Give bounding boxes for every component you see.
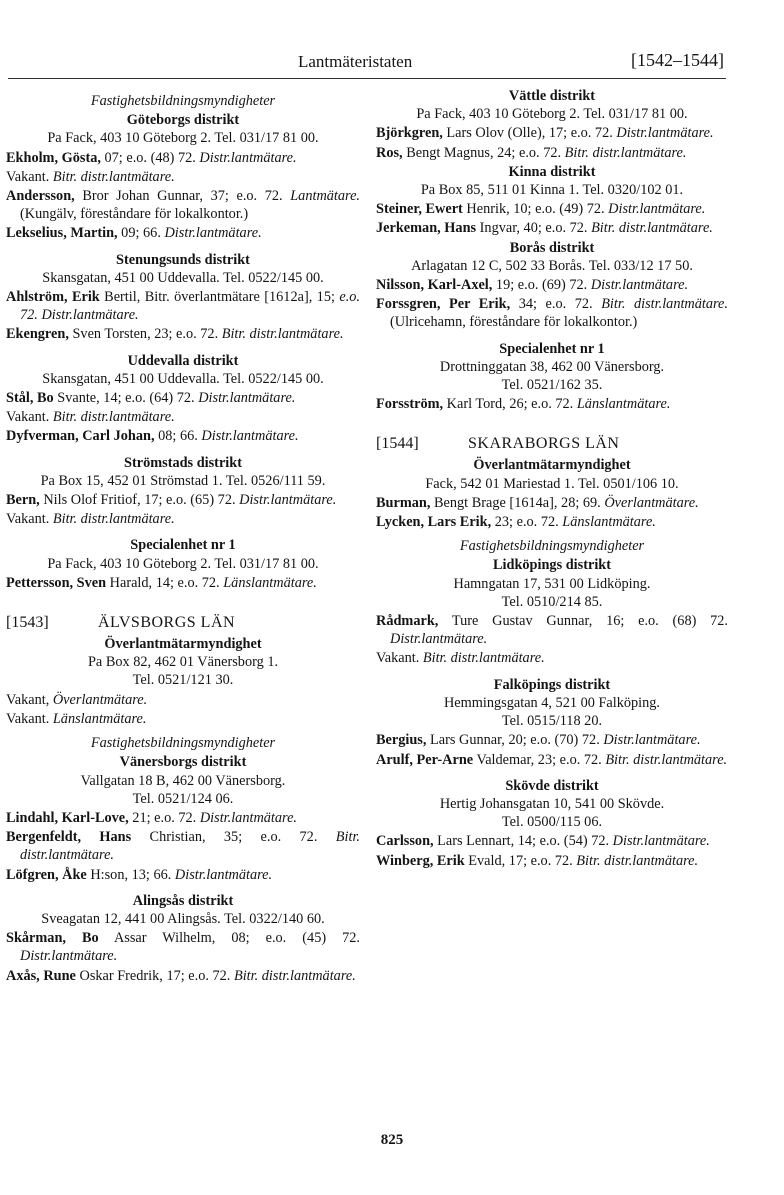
address-line: Drottninggatan 38, 462 00 Vänersborg.	[439, 358, 665, 375]
left-column	[6, 86, 360, 985]
running-title: Lantmäteristaten	[298, 52, 413, 71]
district-heading: Uddevalla distrikt	[127, 352, 239, 369]
district-heading: Strömstads distrikt	[124, 454, 242, 471]
job-title: Länslantmätare.	[576, 396, 671, 413]
entry-note: (Ulricehamn, föreståndare för lokalkontor.)	[390, 314, 638, 331]
job-title: Länslantmätare.	[52, 710, 147, 727]
personnel-entry	[6, 325, 360, 343]
person-name: Lycken, Lars Erik,	[376, 514, 492, 531]
personnel-entry	[6, 224, 360, 242]
job-title: Bitr. distr.lantmätare.	[233, 967, 356, 984]
personnel-entry	[376, 219, 728, 237]
address-line: Tel. 0521/124 06.	[132, 790, 234, 807]
district-heading: Överlantmätarmyndighet	[473, 457, 631, 474]
job-title: Bitr. distr.lantmätare.	[52, 511, 175, 528]
person-details: H:son, 13; 66.	[86, 866, 175, 883]
job-title: Distr.lantmätare.	[20, 948, 118, 965]
person-name: Lindahl, Karl-Love,	[6, 809, 129, 826]
county-number: [1544]	[376, 435, 419, 453]
person-details: Bertil, Bitr. överlantmätare [1612a], 15;	[99, 289, 340, 306]
person-name: Rådmark,	[376, 613, 439, 630]
address-line: Hemmingsgatan 4, 521 00 Falköping.	[443, 694, 661, 711]
address-line: Arlagatan 12 C, 502 33 Borås. Tel. 033/12 17 50.	[411, 257, 693, 274]
person-details: Vakant,	[6, 691, 53, 708]
person-name: Arulf, Per-Arne	[376, 751, 474, 768]
district-heading: Skövde distrikt	[505, 777, 599, 794]
person-details: Valdemar, 23; e.o. 72.	[473, 751, 606, 768]
person-details: Vakant.	[6, 168, 53, 185]
personnel-entry	[6, 288, 360, 324]
person-details: Henrik, 10; e.o. (49) 72.	[462, 201, 609, 218]
person-details: Lars Gunnar, 20; e.o. (70) 72.	[426, 732, 604, 749]
personnel-entry	[6, 187, 360, 223]
district-heading: Stenungsunds distrikt	[116, 251, 250, 268]
address-block	[376, 181, 728, 199]
person-details: Vakant.	[6, 409, 53, 426]
address-line: Vallgatan 18 B, 462 00 Vänersborg.	[80, 772, 286, 789]
person-details: Ture Gustav Gunnar, 16; e.o. (68) 72.	[438, 613, 728, 630]
personnel-entry	[6, 149, 360, 167]
district-heading: Specialenhet nr 1	[499, 340, 605, 357]
person-name: Andersson,	[6, 188, 75, 205]
address-block	[6, 269, 360, 287]
person-details: 21; e.o. 72.	[128, 809, 200, 826]
personnel-entry	[376, 295, 728, 331]
job-title: Länslantmätare.	[223, 574, 317, 591]
job-title: Bitr. distr.lantmätare.	[52, 168, 175, 185]
person-name: Burman,	[376, 494, 431, 511]
person-details: 19; e.o. (69) 72.	[492, 277, 591, 294]
person-details: Oskar Fredrik, 17; e.o. 72.	[75, 967, 234, 984]
personnel-entry	[376, 649, 728, 667]
job-title: Distr.lantmätare.	[164, 225, 262, 242]
district-heading: Kinna distrikt	[508, 163, 596, 180]
person-name: Axås, Rune	[6, 967, 76, 984]
job-title: Distr.lantmätare.	[174, 866, 273, 883]
address-line: Tel. 0515/118 20.	[501, 713, 603, 730]
job-title: Bitr. distr.lantmätare.	[221, 326, 344, 343]
person-details: Bengt Brage [1614a], 28; 69.	[430, 494, 605, 511]
personnel-entry	[6, 389, 360, 407]
person-name: Ekengren,	[6, 326, 69, 343]
person-name: Forssgren, Per Erik,	[376, 296, 511, 313]
district-heading: Specialenhet nr 1	[130, 537, 236, 554]
person-name: Steiner, Ewert	[376, 201, 463, 218]
person-details: Nils Olof Fritiof, 17; e.o. (65) 72.	[39, 492, 240, 509]
person-details: Bengt Magnus, 24; e.o. 72.	[402, 144, 565, 161]
job-title: Bitr. distr.lantmätare.	[601, 296, 728, 313]
section-heading: Fastighetsbildningsmyndigheter	[90, 93, 276, 109]
address-block	[6, 129, 360, 147]
address-block	[376, 105, 728, 123]
person-name: Dyfverman, Carl Johan,	[6, 428, 155, 445]
job-title: Bitr. distr.lantmätare.	[576, 852, 699, 869]
address-line: Pa Fack, 403 10 Göteborg 2. Tel. 031/17 81 00.	[47, 555, 319, 572]
job-title: Distr.lantmätare.	[198, 390, 296, 407]
person-name: Bern,	[6, 492, 40, 509]
job-title: Distr.lantmätare.	[603, 732, 701, 749]
address-line: Tel. 0521/162 35.	[501, 377, 603, 394]
address-line: Pa Box 15, 452 01 Strömstad 1. Tel. 0526/111 59.	[40, 472, 326, 489]
address-line: Tel. 0510/214 85.	[501, 593, 603, 610]
job-title: Distr.lantmätare.	[199, 149, 297, 166]
person-details: Bror Johan Gunnar, 37; e.o. 72.	[74, 188, 291, 205]
job-title: Bitr. distr.lantmätare.	[52, 409, 175, 426]
personnel-entry	[6, 967, 360, 985]
address-line: Skansgatan, 451 00 Uddevalla. Tel. 0522/145 00.	[42, 269, 324, 286]
address-line: Tel. 0500/115 06.	[501, 814, 603, 831]
job-title: Distr.lantmätare.	[239, 492, 337, 509]
section-range: [1542–1544]	[631, 50, 724, 70]
person-name: Winberg, Erik	[376, 852, 465, 869]
address-line: Sveagatan 12, 441 00 Alingsås. Tel. 0322/140 60.	[41, 910, 325, 927]
district-heading: Lidköpings distrikt	[493, 557, 611, 574]
district-heading: Överlantmätarmyndighet	[104, 636, 262, 653]
address-block	[376, 575, 728, 611]
person-details: Harald, 14; e.o. 72.	[106, 574, 224, 591]
job-title: Distr.lantmätare.	[612, 833, 710, 850]
address-line: Hamngatan 17, 531 00 Lidköping.	[453, 575, 651, 592]
personnel-entry	[376, 395, 728, 413]
personnel-entry	[6, 828, 360, 864]
job-title: Lantmätare.	[290, 188, 360, 205]
district-heading: Alingsås distrikt	[132, 892, 234, 909]
section-heading: Fastighetsbildningsmyndigheter	[459, 538, 645, 555]
header-rule	[8, 78, 726, 79]
personnel-entry	[376, 832, 728, 850]
personnel-entry	[6, 691, 360, 709]
person-details: 07; e.o. (48) 72.	[100, 149, 200, 166]
personnel-entry	[376, 144, 728, 162]
address-block	[376, 694, 728, 730]
person-name: Carlsson,	[376, 833, 434, 850]
county-name: SKARABORGS LÄN	[468, 435, 620, 453]
job-title: Bitr. distr.lantmätare.	[591, 220, 713, 237]
job-title: Bitr. distr.lantmätare.	[564, 144, 687, 161]
address-block	[6, 772, 360, 808]
person-name: Ros,	[376, 144, 403, 161]
personnel-entry	[6, 168, 360, 186]
person-details: Karl Tord, 26; e.o. 72.	[443, 396, 577, 413]
person-name: Ekholm, Gösta,	[6, 149, 101, 166]
person-details: Christian, 35; e.o. 72.	[131, 829, 336, 846]
person-name: Löfgren, Åke	[6, 866, 87, 883]
person-details: Assar Wilhelm, 08; e.o. (45) 72.	[98, 930, 360, 947]
district-heading: Göteborgs distrikt	[126, 112, 240, 129]
address-line: Fack, 542 01 Mariestad 1. Tel. 0501/106 10.	[425, 475, 679, 492]
personnel-entry	[6, 574, 360, 592]
personnel-entry	[376, 612, 728, 648]
personnel-entry	[376, 494, 728, 512]
county-name: ÄLVSBORGS LÄN	[98, 614, 236, 632]
address-line: Pa Box 85, 511 01 Kinna 1. Tel. 0320/102 01.	[420, 182, 684, 199]
person-name: Nilsson, Karl-Axel,	[376, 277, 493, 294]
personnel-entry	[376, 124, 728, 142]
job-title: Distr.lantmätare.	[590, 277, 689, 294]
personnel-entry	[376, 751, 728, 769]
person-details: Vakant.	[6, 511, 53, 528]
district-heading: Vättle distrikt	[508, 88, 596, 104]
county-heading	[6, 612, 360, 634]
person-name: Stål, Bo	[6, 390, 54, 407]
person-details: 09; 66.	[117, 225, 165, 242]
person-details: Sven Torsten, 23; e.o. 72.	[68, 326, 222, 343]
job-title: Distr.lantmätare.	[616, 125, 714, 142]
address-line: Tel. 0521/121 30.	[132, 672, 234, 689]
page-number: 825	[380, 1132, 404, 1148]
address-line: Pa Fack, 403 10 Göteborg 2. Tel. 031/17 81 00.	[47, 130, 319, 147]
person-details: Vakant.	[6, 710, 53, 727]
person-name: Lekselius, Martin,	[6, 225, 118, 242]
person-name: Forsström,	[376, 396, 444, 413]
personnel-entry	[6, 929, 360, 965]
entry-note: (Kungälv, föreståndare för lokalkontor.)	[20, 206, 249, 223]
person-details: 34; e.o. 72.	[510, 296, 602, 313]
job-title: Överlantmätare.	[604, 494, 699, 511]
page-header	[0, 46, 784, 82]
person-name: Bergius,	[376, 732, 427, 749]
personnel-entry	[376, 852, 728, 870]
address-line: Pa Fack, 403 10 Göteborg 2. Tel. 031/17 81 00.	[416, 106, 688, 123]
job-title: Distr.lantmätare.	[199, 809, 298, 826]
personnel-entry	[376, 200, 728, 218]
person-name: Bergenfeldt, Hans	[6, 829, 132, 846]
personnel-entry	[376, 731, 728, 749]
job-title: Bitr. distr.lantmätare.	[20, 829, 360, 864]
personnel-entry	[376, 513, 728, 531]
address-line: Skansgatan, 451 00 Uddevalla. Tel. 0522/145 00.	[42, 370, 324, 387]
personnel-entry	[6, 809, 360, 827]
personnel-entry	[6, 408, 360, 426]
job-title: Distr.lantmätare.	[608, 201, 706, 218]
person-details: 23; e.o. 72.	[491, 514, 563, 531]
person-details: Svante, 14; e.o. (64) 72.	[53, 390, 199, 407]
address-line: Hertig Johansgatan 10, 541 00 Skövde.	[439, 795, 665, 812]
address-block	[6, 555, 360, 573]
address-block	[376, 795, 728, 831]
address-block	[6, 370, 360, 388]
person-name: Pettersson, Sven	[6, 574, 107, 591]
job-title: Länslantmätare.	[562, 514, 656, 531]
address-block	[376, 475, 728, 493]
address-block	[6, 653, 360, 689]
address-block	[6, 910, 360, 928]
person-name: Björkgren,	[376, 125, 443, 142]
person-name: Skårman, Bo	[6, 930, 99, 947]
right-column	[376, 86, 728, 870]
person-details: Evald, 17; e.o. 72.	[464, 852, 577, 869]
county-number: [1543]	[6, 614, 49, 632]
personnel-entry	[6, 491, 360, 509]
district-heading: Vänersborgs distrikt	[119, 754, 247, 771]
job-title: Bitr. distr.lantmätare.	[422, 650, 545, 667]
county-heading	[376, 433, 728, 455]
district-heading: Falköpings distrikt	[493, 676, 611, 693]
person-name: Ahlström, Erik	[6, 289, 100, 306]
personnel-entry	[6, 866, 360, 884]
personnel-entry	[6, 710, 360, 728]
job-title: Distr.lantmätare.	[201, 428, 299, 445]
district-heading: Borås distrikt	[509, 239, 595, 256]
person-details: Vakant.	[376, 650, 423, 667]
job-title: Bitr. distr.lantmätare.	[605, 751, 728, 768]
job-title: Distr.lantmätare.	[390, 631, 488, 648]
person-details: Lars Olov (Olle), 17; e.o. 72.	[442, 125, 617, 142]
section-heading: Fastighetsbildningsmyndigheter	[90, 735, 276, 752]
job-title: e.o. 72. Distr.lantmätare.	[20, 289, 360, 324]
person-details: Lars Lennart, 14; e.o. (54) 72.	[433, 833, 613, 850]
personnel-entry	[6, 510, 360, 528]
address-line: Pa Box 82, 462 01 Vänersborg 1.	[87, 654, 279, 671]
address-block	[376, 358, 728, 394]
address-block	[6, 472, 360, 490]
person-details: Ingvar, 40; e.o. 72.	[476, 220, 592, 237]
person-name: Jerkeman, Hans	[376, 220, 477, 237]
job-title: Överlantmätare.	[52, 691, 148, 708]
personnel-entry	[6, 427, 360, 445]
personnel-entry	[376, 276, 728, 294]
address-block	[376, 257, 728, 275]
person-details: 08; 66.	[154, 428, 202, 445]
